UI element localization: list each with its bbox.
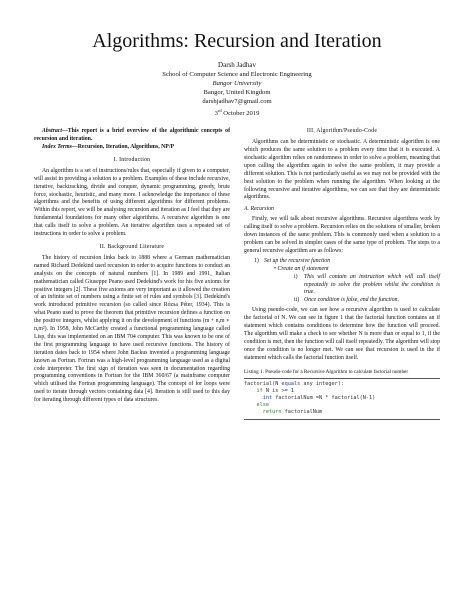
- recursion-paragraph: Firstly, we will talk about recursive algorithms. Recursive algorithms work by calling itself to solve a problem. Recursion relies on the solutions of smaller, broken down instances of the same problem. This is commonly used when a solution to a problem can be solved in simpler cases of the same type of problem. The steps to a general recursive algorithm are as follows:: [244, 216, 440, 254]
- step-i-number: i): [294, 273, 298, 280]
- paper-title: Algorithms: Recursion and Iteration: [92, 30, 382, 52]
- background-paragraph: The history of recursion links back to 1888 where a German mathematician named Richard Dedekind used recursion in order to acquire functions to conduct an analysis on the concepts of natural numbers [1]. In 1989 and 1991, Italian mathematician called Giuseppe Peano used Dedekind's work for his five axioms for positive integers [2]. These five axioms are very important as it allowed the creation of an infinite set of numbers using a finite set of rules and symbols [3]. Dedekind's work introduced primitive recursion (so called since Rózsa Péter, 1934). This is what Peano used to prove the theorem that primitive recursion defines a function on the positive integers, whilst applying it on the development of functions (m + n,m ∗ n,m²). In 1958, John McCarthy created a functional programming language called Lisp, this was implemented on an IBM 704 computer. This was known to be one of the first programming language to have used recursive functions. The history of iteration dates back to 1954 where John Backus invented a programming language known as Fortran. Fortran was a high-level programming language used as a digital code interpreter. The first sign of iteration was seen in documentation regarding programming conventions in Fortran for the IBM 360/67 (a mainframe computer which utilised the Fortran programming language). The concept of for loops were used to iterate through vectors containing data [4]. Iteration is still used to this day for iterating through different types of data structures.: [34, 254, 230, 404]
- step-ii-number: ii): [294, 297, 300, 304]
- recursion-steps: [244, 258, 440, 305]
- index-terms-text: —Recursion, Iteration, Algorithms, NP/P: [71, 144, 174, 150]
- author-location: Bangor, United Kingdom: [203, 89, 271, 96]
- index-terms-label: Index Terms: [42, 144, 72, 150]
- abstract-label: Abstract: [42, 128, 62, 135]
- section-heading-introduction: I. Introduction: [113, 156, 151, 163]
- code-line: else: [256, 402, 269, 409]
- step-i: [254, 274, 440, 298]
- code-line: return factorialNum: [262, 409, 323, 416]
- step-1-number: 1): [254, 257, 259, 264]
- left-column: [34, 128, 230, 419]
- date-rest: October 2019: [221, 110, 260, 118]
- author-university: Bangor University: [212, 80, 262, 87]
- step-i-text: This will contain an instruction which will call itself repeatedly to solve the problem whilst the condition is true.: [304, 273, 440, 296]
- right-column: [244, 128, 440, 419]
- section-heading-algorithm: III. Algorithm/Pseudo-Code: [306, 128, 378, 135]
- author-block: [34, 61, 440, 118]
- abstract-text: —This report is a brief overview of the algorithmic concepts of recursion and iteration.: [34, 128, 230, 143]
- author-school: School of Computer Science and Electronic Engineering: [162, 71, 312, 78]
- step-ii-text: Once condition is false, end the function.: [304, 297, 399, 304]
- date-day: 3: [214, 110, 218, 118]
- author-name: Darsh Jadhav: [218, 61, 256, 69]
- step-1: [254, 258, 440, 266]
- algorithm-paragraph: Algorithms can be deterministic or stochastic. A deterministic algorithm is one which produces the same solution to a problem every time that it is executed. A stochastic algorithm relies on randomness in order to solve a problem, meaning that upon calling the algorithm again to solve the same problem, it may provide a different solution. This is not particularly useful as we may not be provided with the best solution to the problem when running the algorithm. When looking at the following recursive and iterative algorithms, we can see that they are deterministic algorithms.: [244, 139, 440, 201]
- code-line: factorial(N equals any integer):: [244, 380, 344, 387]
- date-suffix: rd: [217, 108, 222, 113]
- step-ii: [254, 297, 440, 305]
- paper-date: [34, 106, 440, 118]
- two-column-body: [34, 128, 440, 419]
- step-1a-text: Create an if statement: [277, 265, 329, 272]
- subsection-heading-recursion: A. Recursion: [244, 206, 274, 213]
- index-terms: [34, 144, 230, 152]
- intro-paragraph: An algorithm is a set of instructions/rules that, especially if given to a computer, will assist in providing a solution to a problem. Examples of these include recursive, iterative, backtracking, divide and conquer, dynamic programming, greedy, brute force, stochastic, heuristic, and many more. I acknowledge the importance of these algorithms and the benefits of using different algorithms for different problems. Within this report, we will be analysing recursion and iteration as I feel that they are fundamental foundations for many other algorithms. A recursive algorithm is one that calls itself to solve a problem. An iterative algorithm uses a repeated set of instructions in order to solve a problem.: [34, 167, 230, 238]
- section-heading-background: II. Background Literature: [99, 243, 165, 250]
- code-line: int factorialNum =N * factorial(N-1): [262, 394, 376, 401]
- step-1a: • Create an if statement: [274, 265, 329, 272]
- author-email[interactable]: darshjadhav7@gmail.com: [202, 98, 272, 105]
- step-1-text: Set up the recursive function: [264, 257, 331, 264]
- listing-caption: Listing 1. Pseudo-code for a Recursive Algorithm to calculate factorial number: [244, 368, 409, 375]
- code-line: if N is >= 1: [256, 387, 294, 394]
- abstract: [34, 128, 230, 144]
- pseudocode-paragraph: Using pseudo-code, we can see how a recursive algorithm is used to calculate the factorial of N. We can see in figure 1 that the factorial function contains an if statement which contains conditions to determine how the function will proceed. The algorithm will make a check to see whether N is more than or equal to 1, if the condition is met, then the function will call itself repeatedly. The algorithm will stop once the condition is no longer met. We can see that recursion is used in the if statement which calls the factorial function itself.: [244, 307, 440, 361]
- code-listing: [244, 378, 440, 420]
